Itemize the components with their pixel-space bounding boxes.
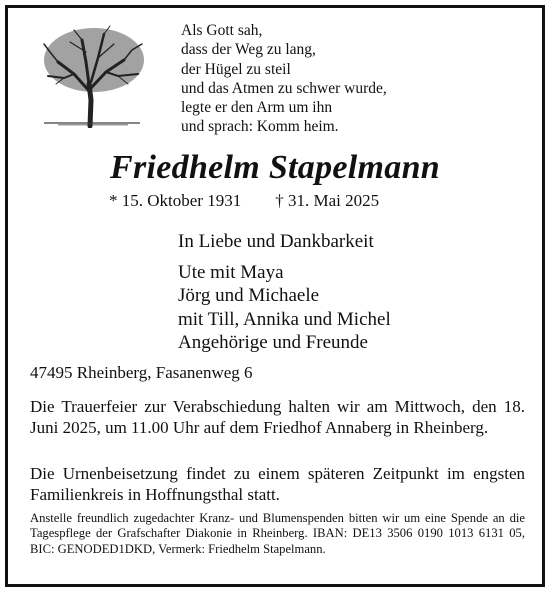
- mourner-line: Jörg und Michaele: [178, 285, 320, 307]
- mourners-intro: In Liebe und Dankbarkeit: [178, 231, 374, 252]
- birth-date: * 15. Oktober 1931: [109, 191, 242, 210]
- mourners: [178, 230, 391, 355]
- mourner-line: Angehörige und Freunde: [178, 332, 368, 354]
- funeral-info: Die Trauerfeier zur Verabschiedung halten wir am Mittwoch, den 18. Juni 2025, um 11.00 Uhr auf dem Friedhof Annaberg in Rheinberg.: [30, 397, 525, 437]
- bare-tree-icon: [34, 22, 152, 128]
- deceased-name: Friedhelm Stapelmann: [110, 149, 440, 186]
- obituary-notice: [5, 5, 545, 587]
- poem-line: dass der Weg zu lang,: [181, 41, 316, 59]
- death-date: † 31. Mai 2025: [275, 191, 380, 210]
- poem: [181, 21, 387, 137]
- mourner-line: mit Till, Annika und Michel: [178, 308, 391, 330]
- poem-line: Als Gott sah,: [181, 22, 263, 39]
- address: 47495 Rheinberg, Fasanenweg 6: [30, 363, 253, 382]
- life-dates: [109, 191, 379, 211]
- poem-line: und sprach: Komm heim.: [181, 118, 339, 136]
- poem-line: der Hügel zu steil: [181, 60, 291, 78]
- mourner-line: Ute mit Maya: [178, 261, 284, 283]
- poem-line: legte er den Arm um ihn: [181, 99, 333, 117]
- donation-note: Anstelle freundlich zugedachter Kranz- und Blumenspenden bitten wir um eine Spende an die Tagespflege der Grafschafter Diakonie in Rheinberg. IBAN: DE13 3506 0190 1013 6131 05, BIC: GENODED1DKD, Vermerk: Friedhelm Stapelmann.: [30, 511, 525, 556]
- urn-burial-info: Die Urnenbeisetzung findet zu einem späteren Zeitpunkt im engsten Familienkreis in Hoffnungsthal statt.: [30, 464, 525, 504]
- poem-line: und das Atmen zu schwer wurde,: [181, 79, 387, 97]
